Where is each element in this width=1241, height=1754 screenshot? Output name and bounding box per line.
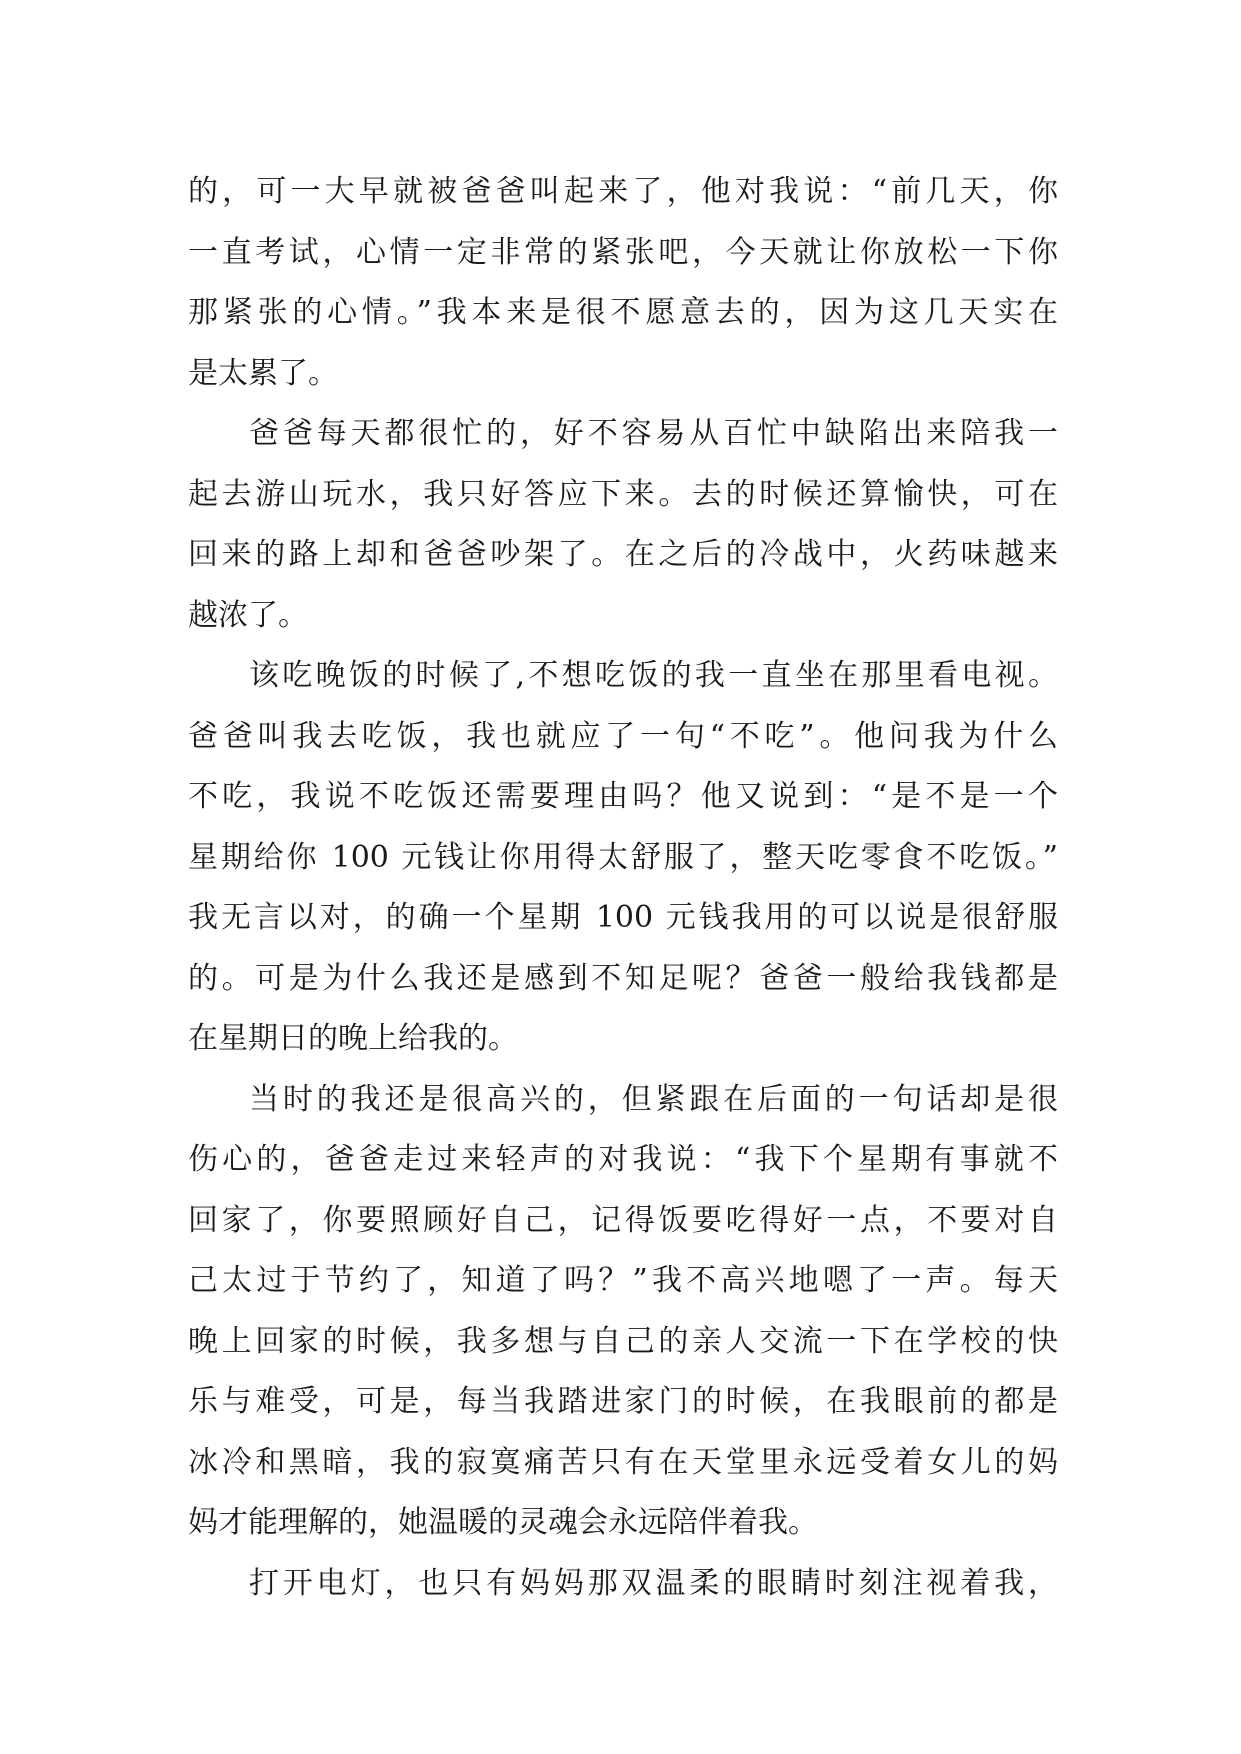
paragraph-line: 的，可一大早就被爸爸叫起来了，他对我说：“前几天，你 bbox=[188, 174, 1058, 209]
paragraph-line: 越浓了。 bbox=[188, 597, 308, 633]
paragraph-line: 星期给你 100 元钱让你用得太舒服了，整天吃零食不吃饭。” bbox=[188, 839, 1058, 875]
body-text bbox=[188, 162, 1058, 1614]
paragraph-line: 不吃，我说不吃饭还需要理由吗？他又说到：“是不是一个 bbox=[188, 779, 1058, 814]
paragraph-line: 当时的我还是很高兴的，但紧跟在后面的一句话却是很 bbox=[249, 1081, 1058, 1117]
paragraph-line: 是太累了。 bbox=[188, 355, 338, 391]
paragraph-line: 冰冷和黑暗，我的寂寞痛苦只有在天堂里永远受着女儿的妈 bbox=[188, 1444, 1058, 1480]
paragraph-line: 一直考试，心情一定非常的紧张吧，今天就让你放松一下你 bbox=[188, 234, 1058, 270]
paragraph-line: 我无言以对，的确一个星期 100 元钱我用的可以说是很舒服 bbox=[188, 900, 1058, 935]
paragraph-line: 该吃晚饭的时候了,不想吃饭的我一直坐在那里看电视。 bbox=[249, 658, 1058, 693]
paragraph-line: 爸爸每天都很忙的，好不容易从百忙中缺陷出来陪我一 bbox=[249, 416, 1058, 451]
paragraph-line: 妈才能理解的，她温暖的灵魂会永远陪伴着我。 bbox=[188, 1505, 818, 1540]
paragraph-line: 乐与难受，可是，每当我踏进家门的时候，在我眼前的都是 bbox=[188, 1384, 1058, 1419]
paragraph-line: 在星期日的晚上给我的。 bbox=[188, 1021, 518, 1056]
paragraph-line: 伤心的，爸爸走过来轻声的对我说：“我下个星期有事就不 bbox=[188, 1142, 1058, 1177]
paragraph-line: 回来的路上却和爸爸吵架了。在之后的冷战中，火药味越来 bbox=[188, 537, 1058, 572]
paragraph-line: 那紧张的心情。”我本来是很不愿意去的，因为这几天实在 bbox=[188, 295, 1058, 330]
paragraph-line: 起去游山玩水，我只好答应下来。去的时候还算愉快，可在 bbox=[188, 476, 1058, 512]
paragraph-line: 回家了，你要照顾好自己，记得饭要吃得好一点，不要对自 bbox=[188, 1202, 1058, 1238]
paragraph-line: 己太过于节约了，知道了吗？”我不高兴地嗯了一声。每天 bbox=[188, 1263, 1058, 1298]
paragraph-line: 的。可是为什么我还是感到不知足呢？爸爸一般给我钱都是 bbox=[188, 960, 1058, 996]
paragraph-line: 晚上回家的时候，我多想与自己的亲人交流一下在学校的快 bbox=[188, 1323, 1058, 1359]
paragraph-line: 打开电灯，也只有妈妈那双温柔的眼睛时刻注视着我， bbox=[249, 1565, 1058, 1601]
paragraph-line: 爸爸叫我去吃饭，我也就应了一句“不吃”。他问我为什么 bbox=[188, 718, 1058, 754]
